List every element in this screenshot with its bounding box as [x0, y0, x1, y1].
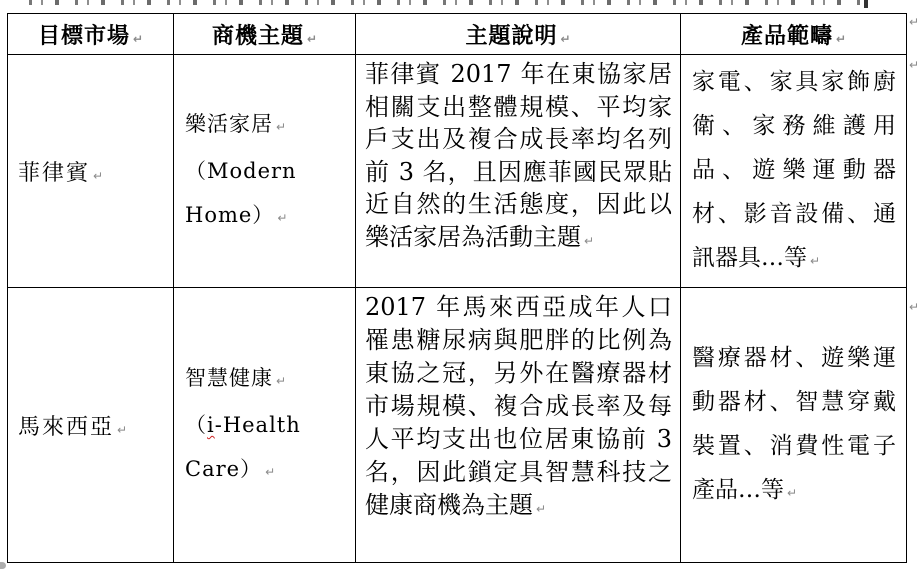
paragraph-mark-icon: ↵ [132, 31, 144, 46]
row-end-mark-icon: ↵ [909, 15, 919, 29]
theme-en-text: -Health Care） [185, 413, 301, 481]
row-end-mark-icon: ↵ [909, 300, 919, 314]
paragraph-mark-icon: ↵ [265, 465, 276, 479]
description-cell [356, 288, 681, 563]
paragraph-mark-icon: ↵ [277, 211, 288, 225]
paragraph-mark-icon: ↵ [560, 31, 571, 46]
market-cell [8, 55, 174, 288]
opportunity-table [7, 13, 907, 563]
paragraph-mark-icon: ↵ [276, 374, 287, 388]
description-text: 2017 年馬來西亞成年人口罹患糖尿病與肥胖的比例為東協之冠，另外在醫療器材市場規模、複合成長率及每人平均支出也位居東協前 3 名，因此鎖定具智慧科技之健康商機為主題 [365, 293, 672, 519]
theme-name-en [185, 403, 339, 494]
theme-en-text: （Modern Home） [185, 159, 297, 227]
paragraph-mark-icon: ↵ [835, 31, 847, 46]
row-end-mark-icon: ↵ [909, 58, 919, 72]
theme-cell [174, 288, 356, 563]
theme-name-en [185, 149, 339, 240]
market-name: 馬來西亞 [18, 414, 115, 440]
paragraph-mark-icon: ↵ [536, 502, 547, 516]
table-row-malaysia [8, 288, 907, 563]
header-theme-description [356, 14, 681, 55]
theme-name-zh [185, 102, 339, 149]
header-label: 目標市場 [37, 22, 130, 49]
theme-cell [174, 55, 356, 288]
header-target-market [8, 14, 174, 55]
cutoff-paragraph-mark [0, 562, 6, 569]
paragraph-mark-icon: ↵ [787, 485, 798, 500]
products-cell [681, 55, 907, 288]
products-text: 家電、家具家飾廚衛、家務維護用品、遊樂運動器材、影音設備、通訊器具…等 [692, 68, 896, 271]
cutoff-text-fragment [864, 0, 868, 8]
header-label: 主題說明 [465, 22, 558, 49]
market-cell [8, 288, 174, 563]
market-name: 菲律賓 [18, 160, 91, 186]
misspelled-word: i [207, 413, 215, 437]
header-opportunity-theme [174, 14, 356, 55]
description-text: 菲律賓 2017 年在東協家居相關支出整體規模、平均家戶支出及複合成長率均名列前 3 名，且因應菲國民眾貼近自然的生活態度，因此以樂活家居為活動主題 [365, 60, 672, 251]
theme-zh-text: 樂活家居 [185, 112, 273, 136]
cutoff-text-line [22, 0, 867, 5]
header-product-scope [681, 14, 907, 55]
header-label: 商機主題 [211, 22, 304, 49]
paragraph-mark-icon: ↵ [276, 120, 287, 134]
table-row-philippines [8, 55, 907, 288]
table-header-row [8, 14, 907, 55]
theme-name-zh [185, 356, 339, 403]
products-text: 醫療器材、遊樂運動器材、智慧穿戴裝置、消費性電子產品…等 [692, 344, 896, 503]
paragraph-mark-icon: ↵ [93, 168, 104, 183]
theme-en-text: （ [185, 413, 207, 437]
products-cell [681, 288, 907, 563]
theme-zh-text: 智慧健康 [185, 366, 273, 390]
description-cell [356, 55, 681, 288]
paragraph-mark-icon: ↵ [117, 422, 128, 437]
paragraph-mark-icon: ↵ [584, 233, 595, 248]
header-label: 產品範疇 [740, 22, 833, 49]
paragraph-mark-icon: ↵ [306, 31, 318, 46]
paragraph-mark-icon: ↵ [810, 253, 821, 268]
